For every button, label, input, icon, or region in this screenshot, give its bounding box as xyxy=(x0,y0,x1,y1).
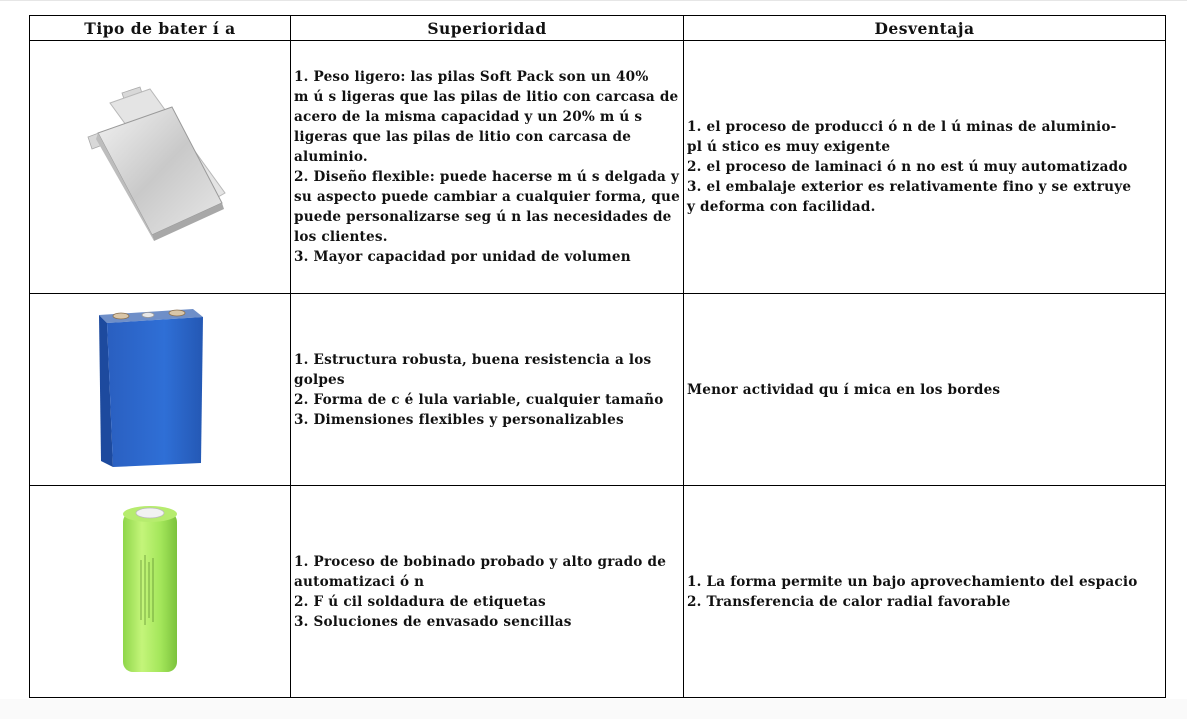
disadvantages-cell xyxy=(684,41,1166,294)
disadvantages-cell xyxy=(684,294,1166,486)
advantage-line: m ú s ligeras que las pilas de litio con carcasa de xyxy=(294,89,679,105)
advantage-line: 3. Mayor capacidad por unidad de volumen xyxy=(294,249,631,265)
page-bottom-strip xyxy=(0,699,1187,719)
advantage-line: los clientes. xyxy=(294,229,388,245)
disadvantage-line: 3. el embalaje exterior es relativamente fino y se extruye xyxy=(687,179,1132,195)
page-top-edge xyxy=(0,0,1187,1)
pouch-cell-icon xyxy=(80,85,230,245)
table-row xyxy=(30,41,1166,294)
advantage-line: aluminio. xyxy=(294,149,368,165)
header-type: Tipo de bater í a xyxy=(30,16,291,41)
advantage-line: golpes xyxy=(294,371,345,388)
disadvantage-line: 2. el proceso de laminaci ó n no est ú muy automatizado xyxy=(687,159,1128,175)
advantage-line: 3. Soluciones de envasado sencillas xyxy=(294,613,572,630)
advantages-cell xyxy=(291,294,684,486)
advantage-line: 1. Peso ligero: las pilas Soft Pack son un 40% xyxy=(294,69,649,85)
disadvantage-line: 1. el proceso de producci ó n de l ú minas de aluminio- xyxy=(687,119,1117,135)
cylindrical-cell-icon xyxy=(111,500,191,680)
advantage-line: 1. Estructura robusta, buena resistencia a los xyxy=(294,351,652,368)
header-row xyxy=(30,16,1166,41)
prismatic-cell-icon xyxy=(91,305,211,470)
disadvantage-line: 1. La forma permite un bajo aprovechamiento del espacio xyxy=(687,573,1138,590)
battery-image-cell xyxy=(30,41,291,294)
advantage-line: 3. Dimensiones flexibles y personalizables xyxy=(294,411,624,428)
disadvantage-line: y deforma con facilidad. xyxy=(687,199,876,215)
advantage-line: ligeras que las pilas de litio con carcasa de xyxy=(294,129,632,145)
table-row xyxy=(30,294,1166,486)
disadvantage-line: pl ú stico es muy exigente xyxy=(687,139,891,155)
disadvantage-line: 2. Transferencia de calor radial favorable xyxy=(687,593,1011,610)
disadvantages-cell xyxy=(684,486,1166,698)
disadvantage-line: Menor actividad qu í mica en los bordes xyxy=(687,381,1001,398)
advantages-cell xyxy=(291,486,684,698)
battery-image-cell xyxy=(30,486,291,698)
advantage-line: puede personalizarse seg ú n las necesidades de xyxy=(294,209,672,225)
table-row xyxy=(30,486,1166,698)
battery-comparison-table xyxy=(29,15,1166,698)
advantage-line: 1. Proceso de bobinado probado y alto grado de xyxy=(294,553,667,570)
advantage-line: 2. F ú cil soldadura de etiquetas xyxy=(294,593,546,610)
header-advantage: Superioridad xyxy=(291,16,684,41)
advantage-line: 2. Forma de c é lula variable, cualquier tamaño xyxy=(294,391,664,408)
advantages-cell xyxy=(291,41,684,294)
advantage-line: 2. Diseño flexible: puede hacerse m ú s delgada y xyxy=(294,169,680,185)
advantage-line: automatizaci ó n xyxy=(294,573,425,590)
battery-image-cell xyxy=(30,294,291,486)
header-disadvantage: Desventaja xyxy=(684,16,1166,41)
advantage-line: su aspecto puede cambiar a cualquier forma, que xyxy=(294,189,680,205)
advantage-line: acero de la misma capacidad y un 20% m ú s xyxy=(294,109,643,125)
